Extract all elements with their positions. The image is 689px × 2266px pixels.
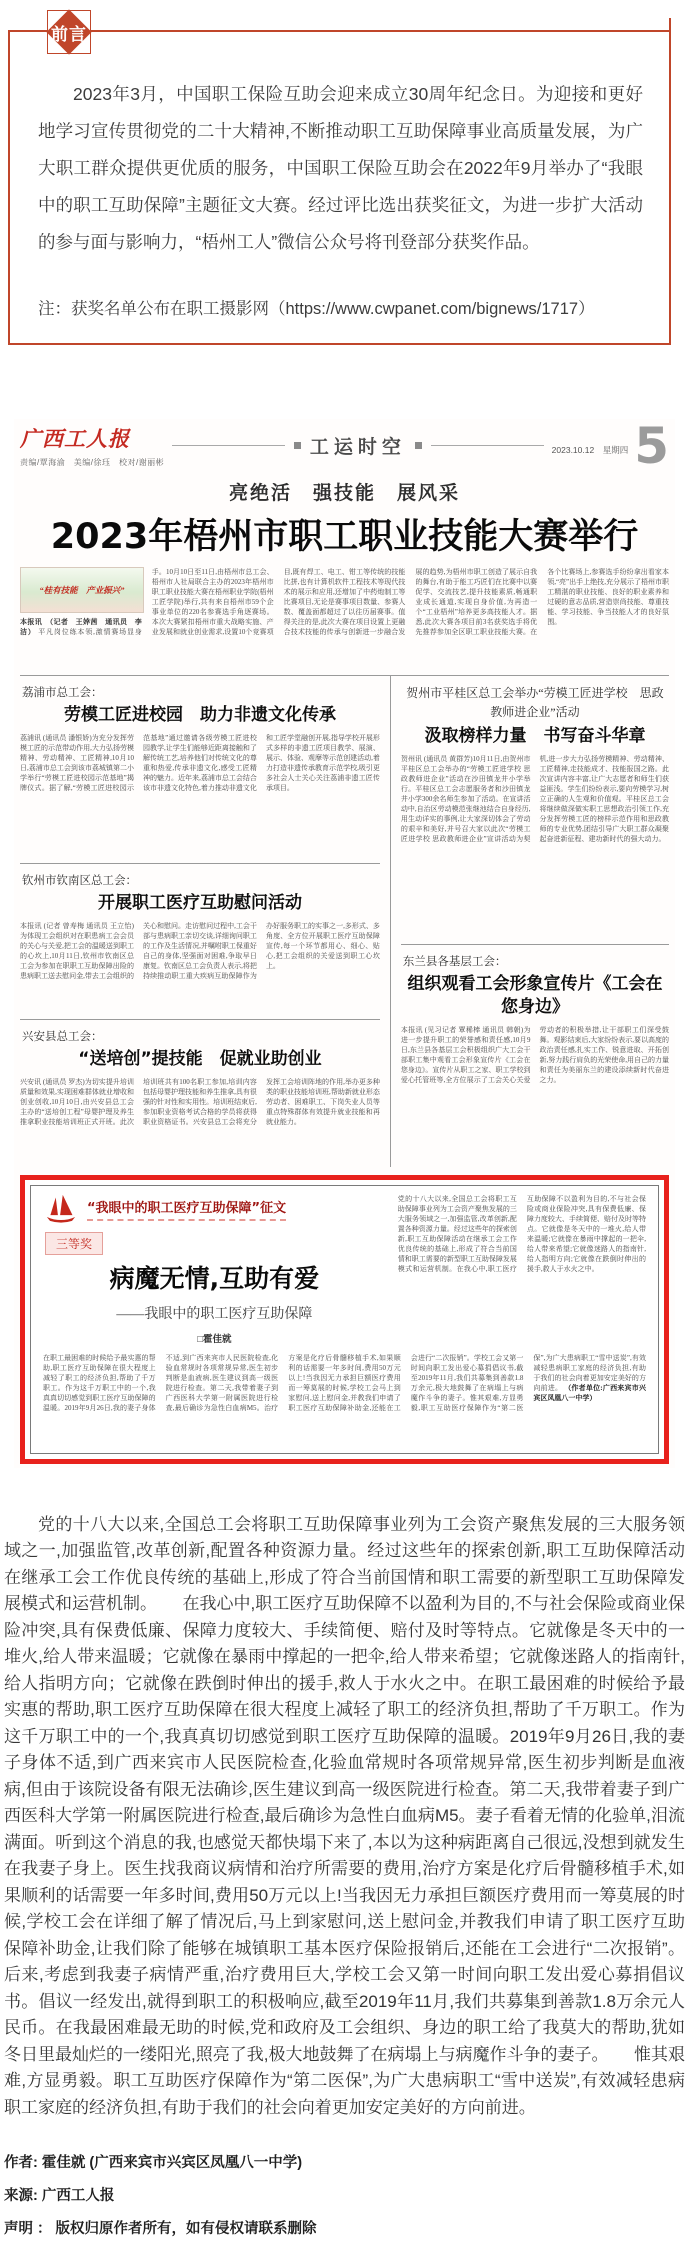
essay-paragraph: 党的十八大以来,全国总工会将职工互助保障事业列为工会资产聚焦发展的三大服务领域之一,加强监管,改革创新,配置各种资源力量。经过这些年的探索创新,职工互助保障活动在继承工会工作优良传统的基础上,形成了符合当前国情和职工需要的新型职工互助保障发展模式和运营机制。 在我心中,职工医疗互助保障不以盈利为目的,不与社会保险或商业保险冲突,具有保费低廉、保障力度较大、手续简便、赔付及时等特点。它就像是冬天中的一堆火,给人带来温暖；它就像在暴雨中撑起的一把伞,给人带来希望；它就像迷路人的指南针,给人指明方向；它就像在跌倒时伸出的援手,救人于水火之中。在职工最困难的时候给予最实惠的帮助,职工医疗互助保障在很大程度上减轻了职工的经济负担,帮助了千万职工。作为这千万职工中的一个,我真真切切感觉到职工医疗互助保障的温暖。2019年9月26日,我的妻子身体不适,到广西来宾市人民医院检查,化验血常规时各项常规异常,医生初步判断是血液病,但由于该院设备有限无法确诊,医生建议到高一级医院进行检查。第二天,我带着妻子到广西医科大学第一附属医院进行检查,最后确诊为急性白血病M5。妻子看着无情的化验单,泪流满面。听到这个消息的我,也感觉天都快塌下来了,本以为这种病距离自己很远,没想到就发生在我妻子身上。医生找我商议病情和治疗所需要的费用,治疗方案是化疗后骨髓移植手术,如果顺利的话需要一年多时间,费用50万元以上!当我因无力承担巨额医疗费用而一筹莫展的时候,学校工会在详细了解了情况后,马上到家慰问,送上慰问金,并教我们申请了职工医疗互助保障补助金,让我们除了能够在城镇职工基本医疗保险报销后,还能在工会进行“二次报销”。后来,考虑到我妻子病情严重,治疗费用巨大,学校工会又第一时间向职工发出爱心募捐倡议书。倡议一经发出,就得到职工的积极响应,截至2019年11月,我们共募集到善款1.8万余元人民币。在我最困难最无助的时候,党和政府及工会组织、身边的职工给了我莫大的帮助,犹如冬日里最灿烂的一缕阳光,照亮了我,极大地鼓舞了在病塌上与病魔作斗争的妻子。 惟其艰难,方显勇毅。职工互助医疗保障作为“第二医保”,为广大患病职工“雪中送炭”,有效减轻患病职工家庭的经济负担,有助于我们的社会向着更加安定美好的方向前进。 — [4, 1514, 685, 2117]
newspaper-masthead-left — [20, 423, 164, 468]
preface-badge — [40, 3, 98, 61]
newspaper-left-column — [20, 676, 390, 1167]
skill-banner-text: “桂有技能 产业振兴” — [39, 585, 125, 595]
rule-line — [172, 445, 285, 446]
preface-corner-ornament — [669, 18, 671, 58]
newspaper-masthead — [20, 416, 669, 475]
lead-byline: 本报讯 （记者 王婞茜 通讯员 李洁） — [20, 618, 142, 636]
article-body-text: 贺州讯 (通讯员 黄群芳)10月11日,由贺州市平桂区总工会举办的“劳模工匠进学校 思政教师进企业”活动在沙田镇龙井小学举行。平桂区总工会志愿服务者和沙田镇龙井小学300余名师生参加了活动。在宣讲活动中,自治区劳动模范张继池结合自身经历,用生动详实的事例,让大家深切体会了劳动的艰辛和美好,并号召大家以此次“劳模工匠进学校 思政教师进企业”宣讲活动为契机,进一步大力弘扬劳模精神、劳动精神、工匠精神,走技能成才、技能报国之路。此次宣讲内容丰富,让广大志愿者和师生们获益匪浅。学生们纷纷表示,要向劳模学习,树立正确的人生观和价值观。平桂区总工会将继续做深做实职工思想政治引领工作,充分发挥劳模工匠的榜样示范作用和思政教师的专业优势,团结引导广大职工群众凝聚起奋进新征程、建功新时代的强大动力。 — [400, 755, 669, 844]
article-headline: 汲取榜样力量 书写奋斗华章 — [424, 726, 646, 747]
featured-author: □霍佳就 — [197, 1333, 232, 1345]
article-kicker: 贺州市平桂区总工会举办“劳模工匠进学校 思政教师进企业”活动 — [406, 686, 664, 719]
featured-subtitle: ——我眼中的职工医疗互助保障 — [116, 1306, 313, 1322]
article-body-text: 荔浦讯 (通讯员 潘银娇)为充分发挥劳模工匠的示范带动作用,大力弘扬劳模精神、劳动精神、工匠精神,10月10日,荔浦市总工会到该市荔城镇第二小学举行“劳模工匠进校园示范基地”揭牌仪式。据了解,“劳模工匠进校园示范基地”通过邀请各级劳模工匠进校园教学,让学生们能够近距离接触和了解传统工艺,培养他们对传统文化的尊重和热爱,传承非遗文化,感受工匠精神的魅力。近年来,荔浦市总工会结合该市非遗文化特色,着力推动非遗文化和工匠学堂融创开展,指导学校开展形式多样的非遗工匠项目教学、展演、展示、体验、观摩等示范创建活动,着力打造非遗传承教育示范学校,吸引更多社会人士关心关注荔浦非遗工匠传承项目。 — [20, 733, 380, 792]
statement-line: 声明 ： 版权归原作者所有，如有侵权请联系删除 — [4, 2221, 317, 2238]
article-lipu — [20, 676, 380, 863]
featured-header — [43, 1194, 386, 1347]
article-headline: 开展职工医疗互助慰问活动 — [97, 892, 302, 913]
rule-line — [431, 445, 544, 446]
boat-icon — [43, 1194, 79, 1224]
article-body-text: 兴安讯 (通讯员 罗杰)为切实提升培训质量和效果,实现困难群体就业增收和创业创收,10月10日,由兴安县总工会主办的“送培创工程”母婴护理及养生推拿职业技能培训班正式开班。此次培训班共有100名职工参加,培训内容包括母婴护理技能和养生推拿,具有很强的针对性和实用性。培训班结束后,参加职业资格考试合格的学员将获得职业资格证书。兴安县总工会将充分发挥工会培训阵地的作用,举办更多种类的职业技能培训班,帮助新就业形态劳动者、困难职工、下岗失业人员等重点特殊群体有效提升就业技能和再就业能力。 — [20, 1077, 380, 1126]
newspaper-article-grid — [20, 675, 669, 1167]
article-org-label: 东兰县各基层工会： — [402, 956, 507, 969]
lead-article-body — [20, 567, 669, 669]
preface-paragraph: 2023年3月，中国职工保险互助会迎来成立30周年纪念日。为迎接和更好地学习宣传贯彻党的二十大精神,不断推动职工互助保障事业高质量发展，为广大职工群众提供更优质的服务，中国职工保险互助会在2022年9月举办了“我眼中的职工互助保障”主题征文大赛。经过评比选出获奖征文，为进一步扩大活动的参与面与影响力，“梧州工人”微信公众号将刊登部分获奖作品。 — [38, 84, 643, 252]
article-donglan — [401, 944, 669, 1143]
featured-essay-box — [20, 1175, 669, 1464]
source-line: 来源: 广西工人报 — [4, 2188, 115, 2205]
featured-kicker-row — [43, 1194, 386, 1224]
preface-note: 注：获奖名单公布在职工摄影网（https://www.cwpanet.com/bignews/1717） — [38, 300, 595, 318]
featured-body-bottom — [43, 1353, 646, 1445]
square-ornament-icon — [294, 442, 301, 449]
featured-kicker: “我眼中的职工医疗互助保障”征文 — [87, 1197, 286, 1221]
preface-box — [8, 24, 671, 345]
award-badge: 三等奖 — [45, 1232, 103, 1255]
square-ornament-icon — [415, 442, 422, 449]
article-headline: 劳模工匠进校园 助力非遗文化传承 — [63, 705, 336, 725]
newspaper-logo: 广西工人报 — [20, 426, 130, 451]
author-line: 作者: 霍佳就 (广西来宾市兴宾区凤凰八一中学) — [4, 2155, 303, 2172]
newspaper-date: 2023.10.12 星期四 — [551, 444, 629, 455]
article-qinzhou — [20, 863, 380, 1019]
article-xingan — [20, 1019, 380, 1167]
featured-author-credit: （作者单位:广西来宾市兴宾区凤凰八一中学） — [533, 1383, 646, 1402]
article-hezhou — [401, 676, 669, 944]
article-org-label: 荔浦市总工会： — [22, 687, 103, 699]
featured-top-row — [43, 1194, 646, 1347]
lead-headline: 2023年梧州市职工职业技能大赛举行 — [50, 517, 639, 557]
newspaper-section-title: 工运时空 — [309, 437, 406, 458]
article-headline: 组织观看工会形象宣传片《工会在您身边》 — [407, 974, 663, 1018]
featured-essay-inner — [30, 1185, 659, 1454]
essay-body-section — [4, 1512, 685, 2122]
newspaper-masthead-right — [551, 416, 669, 475]
article-body-text: 本报讯 (记者 曾寿梅 通讯员 王立怡)为体现工会组织对在职患病工会会员的关心与关爱,把工会的温暖送到职工的心坎上,10月11日,钦州市钦南区总工会为参加在职职工互助保障出险的患病职工送去慰问金,带去工会组织的关心和慰问。走访慰问过程中,工会干部与患病职工亲切交谈,详细询问职工的工作及生活情况,并嘱咐职工保重好自己的身体,坚强面对困难,争取早日康复。钦南区总工会负责人表示,将把持续推动职工重大疾病互助保障作为办好服务职工的实事之一,多形式、多角度、全方位开展职工医疗互助保障宣传,每一个环节都用心、细心、贴心,把工会组织的关爱送到职工心坎上。 — [20, 921, 380, 980]
article-body-text: 本报讯 (见习记者 覃稀棒 通讯员 韩朝)为进一步提升职工的荣誉感和责任感,10月9日,东兰县各基层工会积极组织广大工会干部职工集中观看工会形象宣传片《工会在您身边》。宣传片从职工之家、职工学校到爱心托管班等,全方位展示了工会关心关爱劳动者的积极举措,让干部职工们深受鼓舞。观影结束后,大家纷纷表示,要以高度的政治责任感,扎实工作、锐意进取、开拓创新,努力践行肩负的光荣使命,用自己的力量和责任为美丽东兰的建设添续新时代奋进之力。 — [400, 1026, 669, 1084]
article-headline: “送培创”提技能 促就业助创业 — [78, 1048, 322, 1069]
newspaper-scan-image[interactable] — [14, 416, 675, 1468]
skill-banner-image — [20, 567, 144, 613]
lead-body-text: 平凡岗位练本领,激情赛场显身手。10月10日至11日,由梧州市总工会、梧州市人社局联合主办的2023年梧州市职工职业技能大赛在梧州职业学院(梧州工匠学院)举行,共有来自梧州市59个企事业单位的220名参赛选手角逐赛场。本次大赛紧扣梧州市重大战略实施、产业发展和就业创业需求,设置10个竞赛项目,既有焊工、电工、钳工等传统的技能比拼,也有计算机软件工程技术等现代技术的展示和应用,还增加了中药炮制工等比赛项目,无论是赛事项目数量、参赛人数、覆盖面都超过了以往历届赛事。值得关注的是,此次大赛在项目设置上更融合技术技能的传承与创新进一步融合发展的趋势,为梧州市职工创造了展示自我的舞台,有助于能工巧匠们在比赛中以赛促学、交流技艺,提升技能素质,畅通职业成长通道,实现自身价值,为再造一个“工业梧州”培养更多高技能人才。据悉,此次大赛各项目前3名获奖选手将优先推荐参加全区职工职业技能大赛。在各个比赛场上,参赛选手纷纷拿出看家本领,“亮”出手上绝技,充分展示了梧州市职工精湛的职业技能、良好的职业素养和过硬的意志品质,营造崇尚技能、尊重技能、学习技能、争当技能人才的良好氛围。 — [38, 568, 669, 636]
preface-badge-label: 前言 — [51, 24, 87, 44]
newspaper-right-column — [390, 676, 669, 1167]
article-org-label: 兴安县总工会： — [22, 1030, 103, 1043]
newspaper-editors-line: 责编/覃海渝 美编/徐珏 校对/谢丽彬 — [20, 458, 165, 467]
newspaper-section-banner — [172, 432, 543, 459]
featured-body-top: 党的十八大以来,全国总工会将职工互助保障事业列为工会资产聚焦发展的三大服务领域之一,加强监管,改革创新,配置各种资源力量。经过这些年的探索创新,职工互助保障活动在继承工会工作优良传统的基础上,形成了符合当前国情和职工需要的新型职工互助保障发展模式和运营机制。在我心中,职工医疗互助保障不以盈利为目的,不与社会保险或商业保险冲突,具有保费低廉、保障力度较大、手续简便、赔付及时等特点。它就像是冬天中的一堆火,给人带来温暖;它就像在暴雨中撑起的一把伞,给人带来希望;它就像迷路人的指南针,给人指明方向;它就像在跌倒时伸出的援手,救人于水火之中。 — [397, 1194, 646, 1273]
featured-headline: 病魔无情,互助有爱 — [109, 1263, 320, 1293]
lead-kicker: 亮绝活 强技能 展风采 — [228, 483, 460, 504]
attribution-footer — [4, 2147, 685, 2246]
article-org-label: 钦州市钦南区总工会： — [22, 874, 137, 887]
featured-body-bottom-text: 在职工最困难的时候给予最实惠的帮助,职工医疗互助保障在很大程度上减轻了职工的经济负担,帮助了千万职工。作为这千万职工中的一个,我真真切切感觉到职工医疗互助保障的温暖。2019年9月26日,我的妻子身体不适,到广西来宾市人民医院检查,化验血常规时各项常规异常,医生初步判断是血液病,医生建议到高一级医院进行检查。第二天,我带着妻子到广西医科大学第一附属医院进行检查,最后确诊为急性白血病M5。治疗方案是化疗后骨髓移植手术,如果顺利的话需要一年多时间,费用50万元以上!当我因无力承担巨额医疗费用而一筹莫展的时候,学校工会马上到家慰问,送上慰问金,并教我们申请了职工医疗互助保障补助金,还能在工会进行“二次报销”。学校工会又第一时间向职工发出爱心募捐倡议书,截至2019年11月,我们共募集到善款1.8万余元,极大地鼓舞了在病塌上与病魔作斗争的妻子。惟其艰难,方显勇毅,职工互助医疗保障作为“第二医保”,为广大患病职工“雪中送炭”,有效减轻患病职工家庭的经济负担,有助于我们的社会向着更加安定美好的方向前进。 — [43, 1353, 646, 1412]
newspaper-page-number: 5 — [634, 416, 669, 475]
